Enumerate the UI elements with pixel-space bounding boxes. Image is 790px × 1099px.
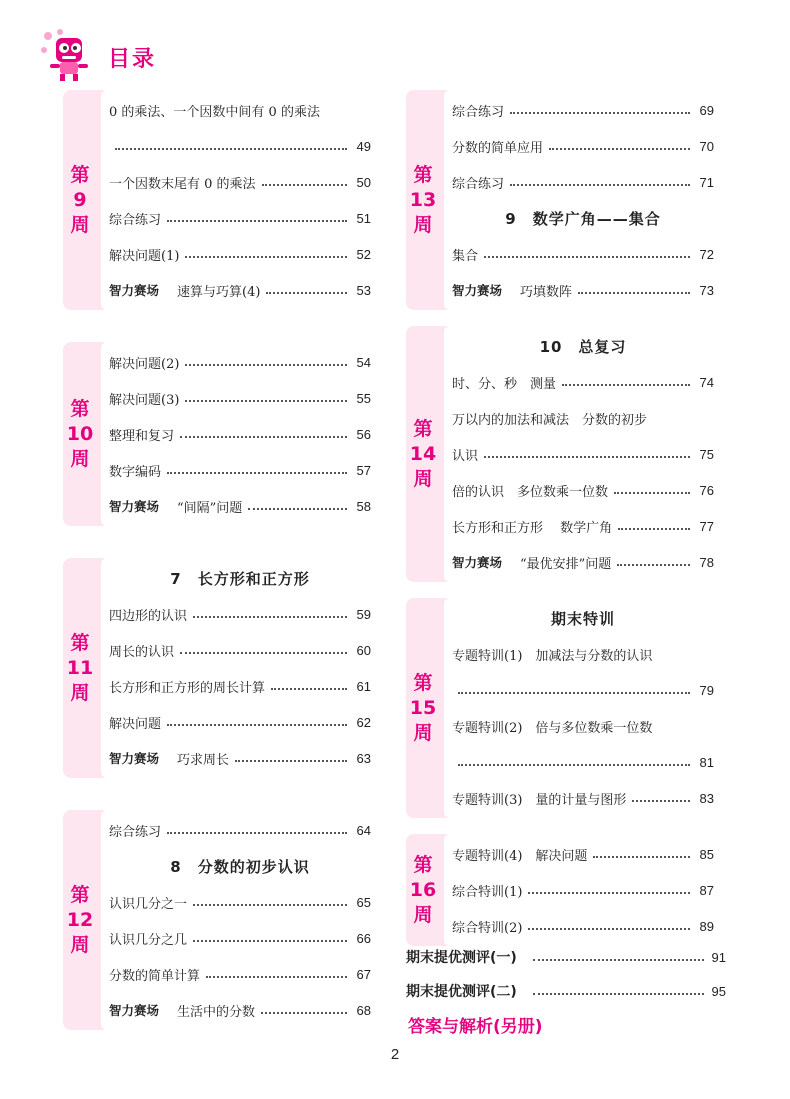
dot-leader xyxy=(167,472,347,474)
week-label-part: 周 xyxy=(70,681,90,704)
week-block xyxy=(63,342,381,526)
week-label-part: 11 xyxy=(66,656,94,679)
toc-entry[interactable] xyxy=(109,344,371,380)
toc-right-column xyxy=(406,90,724,962)
page-number: 70 xyxy=(699,138,714,154)
toc-entry[interactable] xyxy=(452,508,714,544)
week-block xyxy=(63,810,381,1030)
exam-title: 期末提优测评(二) xyxy=(406,984,517,1000)
unit-heading: 期末特训 xyxy=(550,609,615,628)
entry-title: 专题特训(1) 加减法与分数的认识 xyxy=(452,648,653,664)
page-number: 89 xyxy=(699,918,714,934)
week-label-part: 第 xyxy=(70,631,90,654)
page-number: 87 xyxy=(699,882,714,898)
page-number: 51 xyxy=(356,210,371,226)
contest-tag: 智力赛场 xyxy=(109,499,160,514)
entry-title: 巧求周长 xyxy=(177,752,230,768)
entry-title: 综合练习 xyxy=(452,176,505,192)
week-label-part: 周 xyxy=(70,933,90,956)
entry-title: 认识几分之一 xyxy=(109,896,188,912)
dot-leader xyxy=(180,652,347,654)
entry-title: 认识 xyxy=(452,448,479,464)
entry-title: 巧填数阵 xyxy=(520,284,573,300)
toc-entry[interactable] xyxy=(452,236,714,272)
contest-tag: 智力赛场 xyxy=(452,555,503,570)
page-title: 目录 xyxy=(108,47,157,72)
week-entries xyxy=(101,810,381,1030)
entry-title: 周长的认识 xyxy=(109,644,175,660)
week-label xyxy=(406,834,440,946)
week-block xyxy=(406,834,724,946)
page-number: 59 xyxy=(356,606,371,622)
dot-leader xyxy=(614,492,690,494)
entry-title: 解决问题 xyxy=(109,716,162,732)
dot-leader xyxy=(167,832,347,834)
answer-booklet-note: 答案与解析(另册) xyxy=(408,1017,543,1037)
page-number: 63 xyxy=(356,750,371,766)
dot-leader xyxy=(261,1012,347,1014)
unit-heading: 7 长方形和正方形 xyxy=(170,569,310,588)
toc-entry[interactable] xyxy=(452,92,714,128)
page-number-footer: 2 xyxy=(390,1046,400,1063)
page-number: 67 xyxy=(356,966,371,982)
week-label xyxy=(63,342,97,526)
entry-title: 解决问题(2) xyxy=(109,356,180,372)
toc-entry[interactable] xyxy=(109,200,371,236)
dot-leader xyxy=(266,292,347,294)
week-label-part: 周 xyxy=(70,213,90,236)
week-entries xyxy=(444,598,724,818)
entry-title: 数字编码 xyxy=(109,464,162,480)
page-number: 68 xyxy=(356,1002,371,1018)
toc-entry[interactable] xyxy=(109,452,371,488)
week-label xyxy=(63,558,97,778)
entry-title: 长方形和正方形 数学广角 xyxy=(452,520,613,536)
contest-tag: 智力赛场 xyxy=(109,751,160,766)
entry-title: 万以内的加法和减法 分数的初步 xyxy=(452,412,648,428)
entry-title: 长方形和正方形的周长计算 xyxy=(109,680,266,696)
entry-title: 综合练习 xyxy=(109,824,162,840)
dot-leader xyxy=(193,616,347,618)
week-entries xyxy=(101,90,381,310)
dot-leader xyxy=(533,993,704,995)
page-number: 75 xyxy=(699,446,714,462)
week-entries xyxy=(444,90,724,310)
toc-entry[interactable] xyxy=(452,708,714,744)
week-label-part: 周 xyxy=(413,467,433,490)
toc-entry[interactable] xyxy=(109,920,371,956)
week-label-part: 第 xyxy=(413,417,433,440)
toc-entry[interactable] xyxy=(109,596,371,632)
contest-entry[interactable] xyxy=(109,488,371,524)
dot-leader xyxy=(458,692,690,694)
week-label-part: 第 xyxy=(70,163,90,186)
dot-leader xyxy=(167,220,347,222)
page-number: 62 xyxy=(356,714,371,730)
toc-entry[interactable] xyxy=(109,380,371,416)
page-number: 61 xyxy=(356,678,371,694)
week-label xyxy=(63,810,97,1030)
week-label-part: 第 xyxy=(413,163,433,186)
week-entries xyxy=(444,326,724,582)
page-number: 78 xyxy=(699,554,714,570)
toc-entry[interactable] xyxy=(452,836,714,872)
week-entries xyxy=(101,558,381,778)
entry-title: 综合练习 xyxy=(109,212,162,228)
toc-left-column xyxy=(63,90,381,1062)
dot-leader xyxy=(528,928,690,930)
entry-title: 倍的认识 多位数乘一位数 xyxy=(452,484,609,500)
week-block xyxy=(63,90,381,310)
toc-entry[interactable] xyxy=(452,436,714,472)
dot-leader xyxy=(115,148,347,150)
entry-title: 生活中的分数 xyxy=(177,1004,256,1020)
week-label-part: 周 xyxy=(413,903,433,926)
entry-title: 综合练习 xyxy=(452,104,505,120)
week-label-part: 第 xyxy=(70,883,90,906)
toc-entry[interactable] xyxy=(452,400,714,436)
contest-entry[interactable] xyxy=(452,272,714,308)
entry-title: 0 的乘法、一个因数中间有 0 的乘法 xyxy=(109,104,320,120)
toc-entry[interactable] xyxy=(109,632,371,668)
toc-entry[interactable] xyxy=(109,668,371,704)
week-label-part: 14 xyxy=(409,442,437,465)
page-number: 79 xyxy=(699,682,714,698)
page-number: 71 xyxy=(699,174,714,190)
week-label-part: 12 xyxy=(66,908,94,931)
dot-leader xyxy=(632,800,690,802)
entry-title: 集合 xyxy=(452,248,479,264)
entry-title: 综合特训(2) xyxy=(452,920,523,936)
week-label xyxy=(63,90,97,310)
week-label-part: 第 xyxy=(413,853,433,876)
week-label-part: 10 xyxy=(66,422,94,445)
entry-title: 四边形的认识 xyxy=(109,608,188,624)
toc-entry[interactable] xyxy=(109,236,371,272)
entry-title: 专题特训(2) 倍与多位数乘一位数 xyxy=(452,720,653,736)
page-number: 58 xyxy=(356,498,371,514)
dot-leader xyxy=(248,508,347,510)
page-number: 52 xyxy=(356,246,371,262)
page-number: 66 xyxy=(356,930,371,946)
week-label-part: 周 xyxy=(413,721,433,744)
dot-leader xyxy=(193,904,347,906)
dot-leader xyxy=(549,148,690,150)
toc-entry[interactable] xyxy=(109,812,371,848)
toc-entry[interactable] xyxy=(452,364,714,400)
toc-entry[interactable] xyxy=(109,884,371,920)
dot-leader xyxy=(617,564,690,566)
page-number: 83 xyxy=(699,790,714,806)
entry-title: 专题特训(4) 解决问题 xyxy=(452,848,588,864)
page-number: 65 xyxy=(356,894,371,910)
toc-entry[interactable] xyxy=(109,92,371,128)
entry-title: 分数的简单计算 xyxy=(109,968,201,984)
toc-entry[interactable] xyxy=(452,164,714,200)
entry-title: 专题特训(3) 量的计量与图形 xyxy=(452,792,627,808)
robot-mascot-icon xyxy=(38,26,104,82)
unit-heading: 9 数学广角——集合 xyxy=(505,209,661,228)
week-entries xyxy=(101,342,381,526)
header xyxy=(38,26,338,86)
toc-entry[interactable] xyxy=(452,908,714,944)
dot-leader xyxy=(185,364,347,366)
dot-leader xyxy=(578,292,690,294)
entry-title: 认识几分之几 xyxy=(109,932,188,948)
dot-leader xyxy=(533,959,704,961)
unit-heading: 10 总复习 xyxy=(539,337,627,356)
contest-entry[interactable] xyxy=(452,544,714,580)
entry-title: 解决问题(3) xyxy=(109,392,180,408)
entry-title: 解决问题(1) xyxy=(109,248,180,264)
entry-title: 速算与巧算(4) xyxy=(177,284,261,300)
week-block xyxy=(406,326,724,582)
dot-leader xyxy=(593,856,690,858)
page-number: 54 xyxy=(356,354,371,370)
dot-leader xyxy=(510,112,690,114)
toc-entry[interactable] xyxy=(109,164,371,200)
week-label-part: 周 xyxy=(413,213,433,236)
dot-leader xyxy=(206,976,347,978)
week-label-part: 15 xyxy=(409,696,437,719)
week-label-part: 周 xyxy=(70,447,90,470)
page-number: 85 xyxy=(699,846,714,862)
exam-entry-2[interactable] xyxy=(406,974,726,1008)
page-number: 50 xyxy=(356,174,371,190)
dot-leader xyxy=(484,456,690,458)
toc-entry[interactable] xyxy=(452,872,714,908)
week-label xyxy=(406,326,440,582)
contest-tag: 智力赛场 xyxy=(109,283,160,298)
week-block xyxy=(63,558,381,778)
entry-title: “最优安排”问题 xyxy=(520,556,612,572)
page-number: 53 xyxy=(356,282,371,298)
toc-entry[interactable] xyxy=(109,416,371,452)
page-number: 55 xyxy=(356,390,371,406)
entry-title: 一个因数末尾有 0 的乘法 xyxy=(109,176,256,192)
page-number: 60 xyxy=(356,642,371,658)
toc-entry[interactable] xyxy=(109,128,371,164)
week-label-part: 13 xyxy=(409,188,437,211)
week-label xyxy=(406,90,440,310)
week-label-part: 第 xyxy=(413,671,433,694)
toc-entry[interactable] xyxy=(109,956,371,992)
dot-leader xyxy=(262,184,347,186)
dot-leader xyxy=(458,764,690,766)
page-number: 81 xyxy=(699,754,714,770)
unit-heading: 8 分数的初步认识 xyxy=(170,857,310,876)
page-number: 64 xyxy=(356,822,371,838)
entry-title: “间隔”问题 xyxy=(177,500,243,516)
toc-entry[interactable] xyxy=(452,472,714,508)
page-number: 49 xyxy=(356,138,371,154)
toc-entry[interactable] xyxy=(452,636,714,672)
page-number: 57 xyxy=(356,462,371,478)
page-number: 77 xyxy=(699,518,714,534)
dot-leader xyxy=(193,940,347,942)
dot-leader xyxy=(510,184,690,186)
exam-title: 期末提优测评(一) xyxy=(406,950,517,966)
page-number: 72 xyxy=(699,246,714,262)
week-block xyxy=(406,90,724,310)
toc-entry[interactable] xyxy=(452,672,714,708)
contest-tag: 智力赛场 xyxy=(452,283,503,298)
page-number: 73 xyxy=(699,282,714,298)
page-number: 74 xyxy=(699,374,714,390)
dot-leader xyxy=(167,724,347,726)
week-label xyxy=(406,598,440,818)
contest-entry[interactable] xyxy=(109,272,371,308)
week-entries xyxy=(444,834,724,946)
dot-leader xyxy=(562,384,690,386)
page-number: 91 xyxy=(711,949,726,965)
entry-title: 时、分、秒 测量 xyxy=(452,376,557,392)
toc-entry[interactable] xyxy=(109,704,371,740)
contest-tag: 智力赛场 xyxy=(109,1003,160,1018)
dot-leader xyxy=(271,688,347,690)
dot-leader xyxy=(180,436,347,438)
page-number: 95 xyxy=(711,983,726,999)
page-number: 76 xyxy=(699,482,714,498)
page-number: 69 xyxy=(699,102,714,118)
week-label-part: 9 xyxy=(73,188,87,211)
contest-entry[interactable] xyxy=(109,992,371,1028)
week-block xyxy=(406,598,724,818)
dot-leader xyxy=(528,892,690,894)
week-label-part: 16 xyxy=(409,878,437,901)
entry-title: 分数的简单应用 xyxy=(452,140,544,156)
page-number: 56 xyxy=(356,426,371,442)
toc-entry[interactable] xyxy=(452,744,714,780)
toc-entry[interactable] xyxy=(452,128,714,164)
week-label-part: 第 xyxy=(70,397,90,420)
dot-leader xyxy=(618,528,690,530)
dot-leader xyxy=(484,256,690,258)
entry-title: 整理和复习 xyxy=(109,428,175,444)
dot-leader xyxy=(235,760,347,762)
contest-entry[interactable] xyxy=(109,740,371,776)
exam-entry-1[interactable] xyxy=(406,940,726,974)
dot-leader xyxy=(185,400,347,402)
dot-leader xyxy=(185,256,347,258)
toc-entry[interactable] xyxy=(452,780,714,816)
entry-title: 综合特训(1) xyxy=(452,884,523,900)
